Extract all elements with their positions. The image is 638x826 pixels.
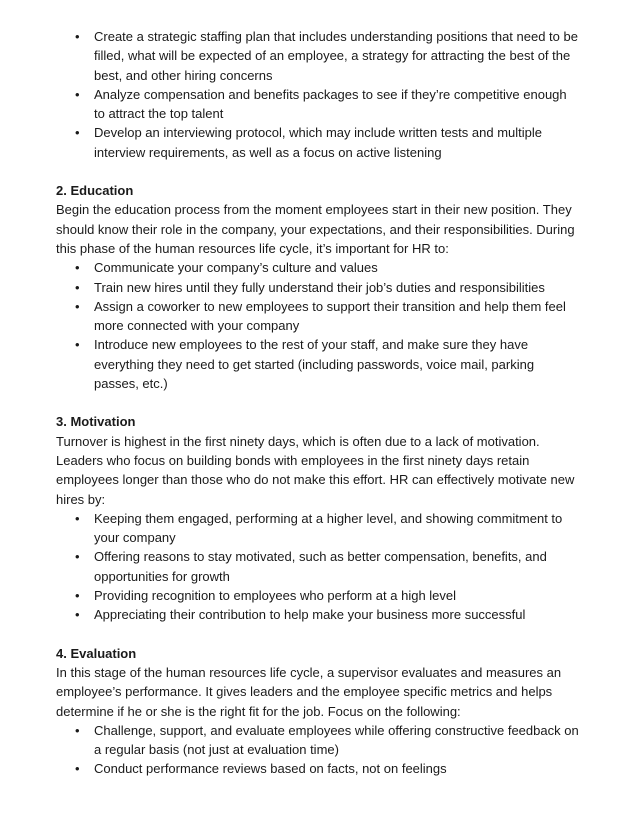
bullet-icon: • [75, 279, 80, 295]
list-item: • Create a strategic staffing plan that includes understanding positions that need to be filled, what will be expected of an employee, a strategy for attracting the best of the best, and other hiring concerns [75, 29, 578, 83]
section-bullet-list [56, 258, 584, 393]
bullet-icon: • [75, 510, 80, 526]
section-paragraph: Begin the education process from the moment employees start in their new position. They should know their role in the company, your expectations, and their responsibilities. During this phase of the human resources life cycle, it’s important for HR to: [56, 202, 575, 256]
bullet-icon: • [75, 298, 80, 314]
bullet-icon: • [75, 761, 80, 777]
section-education [56, 181, 584, 393]
list-item: • Introduce new employees to the rest of your staff, and make sure they have everything they need to get started (including passwords, voice mail, parking passes, etc.) [75, 337, 535, 392]
section-bullet-list [56, 721, 584, 779]
section-paragraph: In this stage of the human resources life cycle, a supervisor evaluates and measures an employee’s performance. It gives leaders and the employee specific metrics and helps determine if he or she is the right fit for the job. Focus on the following: [56, 664, 562, 719]
list-item: • Offering reasons to stay motivated, such as better compensation, benefits, and opportunities for growth [75, 549, 547, 584]
list-item: • Challenge, support, and evaluate employees while offering constructive feedback on a regular basis (not just at evaluation time) [75, 722, 579, 758]
section-heading: 4. Evaluation [56, 645, 137, 661]
list-item: • Conduct performance reviews based on facts, not on feelings [56, 759, 580, 778]
list-item: • Appreciating their contribution to help make your business more successful [56, 605, 580, 624]
bullet-icon: • [75, 86, 80, 102]
bullet-icon: • [75, 337, 80, 353]
bullet-icon: • [75, 588, 80, 604]
list-item: • Develop an interviewing protocol, which may include written tests and multiple interview requirements, as well as a focus on active listening [75, 125, 542, 160]
list-item: • Keeping them engaged, performing at a higher level, and showing commitment to your company [75, 510, 563, 546]
bullet-icon: • [75, 125, 80, 141]
section-motivation [56, 412, 584, 624]
list-item: • Providing recognition to employees who perform at a high level [56, 586, 580, 605]
section-heading: 3. Motivation [56, 414, 136, 430]
bullet-icon: • [75, 549, 80, 565]
section-paragraph: Turnover is highest in the first ninety days, which is often due to a lack of motivation. Leaders who focus on building bonds with employees in the first ninety days retain employees longer than those who do not make this effort. HR can effectively motivate new hires by: [56, 433, 575, 507]
section-evaluation [56, 644, 584, 779]
bullet-icon: • [75, 29, 80, 44]
intro-bullet-list [56, 27, 584, 162]
bullet-icon: • [75, 722, 80, 738]
list-item: • Analyze compensation and benefits packages to see if they’re competitive enough to attract the top talent [75, 86, 567, 122]
bullet-icon: • [75, 607, 80, 623]
section-bullet-list [56, 509, 584, 625]
bullet-icon: • [75, 260, 80, 276]
list-item: • Communicate your company’s culture and values [56, 258, 580, 277]
list-item: • Train new hires until they fully understand their job’s duties and responsibilities [56, 278, 580, 297]
list-item: • Assign a coworker to new employees to support their transition and help them feel more connected with your company [75, 298, 566, 334]
section-heading: 2. Education [56, 183, 134, 199]
